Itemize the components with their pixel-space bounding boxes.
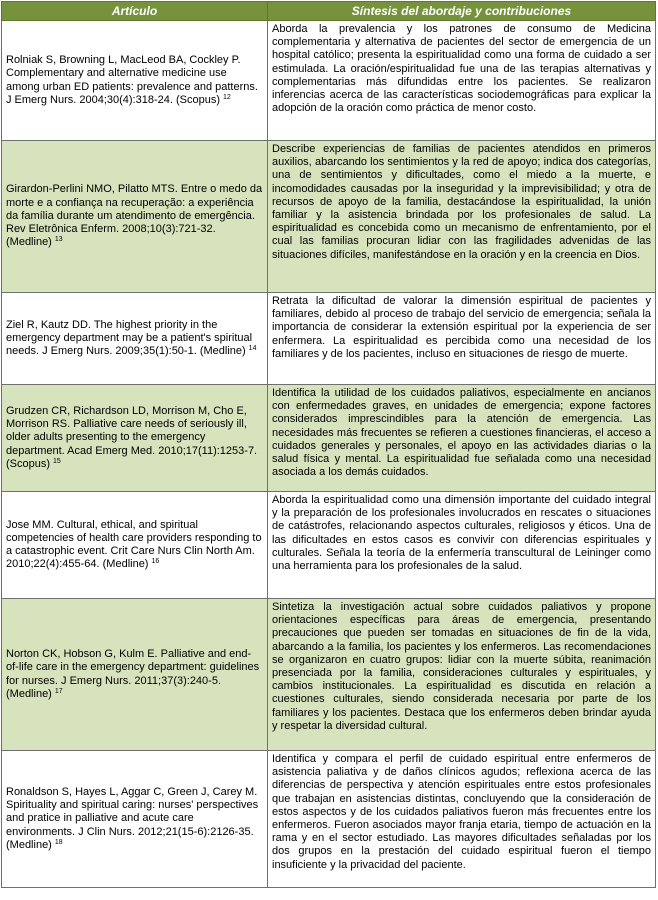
articles-table — [1, 1, 656, 888]
article-cell — [2, 751, 268, 888]
synthesis-cell: Aborda la prevalencia y los patrones de consumo de Medicina complementaria y alternativa de pacientes del sector de emergencia de un hospital católico; presenta la espiritualidad como una forma de cuidado a ser estimulada. La oración/espiritualidad fue una de las terapias alternativas y complementarias más difundidas entre los pacientes. Se realizaron inferencias acerca de las características sociodemográficas para explicar la adopción de la oración como práctica de menor costo. — [268, 21, 656, 141]
article-cell — [2, 385, 268, 492]
synthesis-cell: Identifica la utilidad de los cuidados paliativos, especialmente en ancianos con enfermedades graves, en unidades de emergencia; expone factores considerados imprescindibles para la atención de emergencia. Las necesidades más frecuentes se refieren a cuestiones financieras, el acceso a cuidados generales y personales, el apoyo en las actividades diarias o la salud física y mental. La espiritualidad fue señalada como una necesidad asociada a los demás cuidados. — [268, 385, 656, 492]
table-row — [2, 385, 656, 492]
reference-number: 16 — [151, 558, 160, 566]
article-citation: Grudzen CR, Richardson LD, Morrison M, Cho E, Morrison RS. Palliative care needs of seriously ill, older adults presenting to the emergency department. Acad Emerg Med. 2010;17(11):1253-7. (Scopus) — [6, 404, 258, 470]
table-row — [2, 293, 656, 385]
table-row — [2, 751, 656, 888]
article-cell — [2, 141, 268, 293]
reference-number: 13 — [54, 236, 63, 244]
article-cell — [2, 492, 268, 599]
articles-table-container — [1, 1, 655, 888]
article-cell — [2, 21, 268, 141]
table-row — [2, 599, 656, 751]
table-row — [2, 21, 656, 141]
article-citation: Ronaldson S, Hayes L, Aggar C, Green J, Carey M. Spirituality and spiritual caring: nurses' perspectives and pratice in palliative and acute care environments. J Clin Nurs. 2012;21(15-6):2126-35. (Medline) — [6, 785, 259, 851]
reference-number: 17 — [54, 687, 63, 695]
reference-number: 18 — [54, 838, 63, 846]
header-article: Artículo — [2, 2, 268, 21]
synthesis-cell: Aborda la espiritualidad como una dimensión importante del cuidado integral y la preparación de los profesionales involucrados en rescates o situaciones de catástrofes, relacionando aspectos culturales, religiosos y éticos. Una de las dificultades en estos casos es convivir con diferencias espirituales y culturales. Señala la teoría de la enfermería transcultural de Leininger como una herramienta para los profesionales de la salud. — [268, 492, 656, 599]
header-synthesis: Síntesis del abordaje y contribuciones — [268, 2, 656, 21]
synthesis-cell: Describe experiencias de familias de pacientes atendidos en primeros auxilios, abarcando los sentimientos y la red de apoyo; indica dos categorías, una de sentimientos y dificultades, como el miedo a la muerte, e incomodidades causadas por la inseguridad y la imprevisibilidad; y otra de recursos de apoyo de la familia, destacándose la espiritualidad, la unión familiar y la asistencia brindada por los profesionales de salud. La espiritualidad es concebida como un mecanismo de enfrentamiento, por el cual las familias procuran lidiar con las fragilidades advenidas de las situaciones difíciles, manifestándose en la oración y en la creencia en Dios. — [268, 141, 656, 293]
article-citation: Jose MM. Cultural, ethical, and spiritual competencies of health care providers responding to a catastrophic event. Crit Care Nurs Clin North Am. 2010;22(4):455-64. (Medline) — [6, 518, 262, 571]
reference-number: 14 — [248, 345, 257, 353]
article-citation: Rolniak S, Browning L, MacLeod BA, Cockley P. Complementary and alternative medicine use among urban ED patients: prevalence and patterns. J Emerg Nurs. 2004;30(4):318-24. (Scopus) — [6, 54, 258, 106]
article-cell — [2, 599, 268, 751]
synthesis-cell: Sintetiza la investigación actual sobre cuidados paliativos y propone orientaciones específicas para áreas de emergencia, presentando precauciones que pueden ser tomadas en situaciones de fin de la vida, abarcando a la familia, los pacientes y los enfermeros. Las recomendaciones se organizaron en cuatro grupos: lidiar con la muerte súbita, reanimación presenciada por la familia, consideraciones culturales y espirituales, y cambios institucionales. La espiritualidad es discutida en relación a cuestiones culturales, siendo considerada necesaria por parte de los familiares y los pacientes. Destaca que los enfermeros deben brindar ayuda y respetar la diversidad cultural. — [268, 599, 656, 751]
reference-number: 15 — [53, 457, 61, 465]
table-row — [2, 492, 656, 599]
table-header-row — [2, 2, 656, 21]
synthesis-cell: Identifica y compara el perfil de cuidado espiritual entre enfermeros de asistencia paliativa y de daños clínicos agudos; reflexiona acerca de las diferencias de perspectiva y atención espirituales entre estos profesionales que trabajan en asistencias distintas, concluyendo que la consideración de estos aspectos y de los cuidados paliativos fueron más frecuentes entre los enfermeros. Fueron asociados mayor franja etaria, tiempo de actuación en la rama y en el sector estudiado. Las mayores dificultades señaladas por los dos grupos en la prestación del cuidado espiritual fueron el tiempo insuficiente y la privacidad del paciente. — [268, 751, 656, 888]
article-citation: Girardon-Perlini NMO, Pilatto MTS. Entre o medo da morte e a confiança na recuperação: a experiência da família durante um atendimento de emergência. Rev Eletrônica Enferm. 2008;10(3):721-32. (Medline) — [6, 183, 263, 249]
article-citation: Norton CK, Hobson G, Kulm E. Palliative and end-of-life care in the emergency department: guidelines for nurses. J Emerg Nurs. 2011;37(3):240-5. (Medline) — [6, 648, 260, 700]
article-citation: Ziel R, Kautz DD. The highest priority in the emergency department may be a patient's spiritual needs. J Emerg Nurs. 2009;35(1):50-1. (Medline) — [6, 318, 253, 358]
article-cell — [2, 293, 268, 385]
synthesis-cell: Retrata la dificultad de valorar la dimensión espiritual de pacientes y familiares, debido al proceso de trabajo del servicio de emergencia; señala la importancia de considerar la extensión espiritual por la experiencia de ser enfermera. La espiritualidad es percibida como una necesidad de los familiares y de los pacientes, incluso en situaciones de riesgo de muerte. — [268, 293, 656, 385]
table-row — [2, 141, 656, 293]
reference-number: 12 — [223, 93, 231, 101]
